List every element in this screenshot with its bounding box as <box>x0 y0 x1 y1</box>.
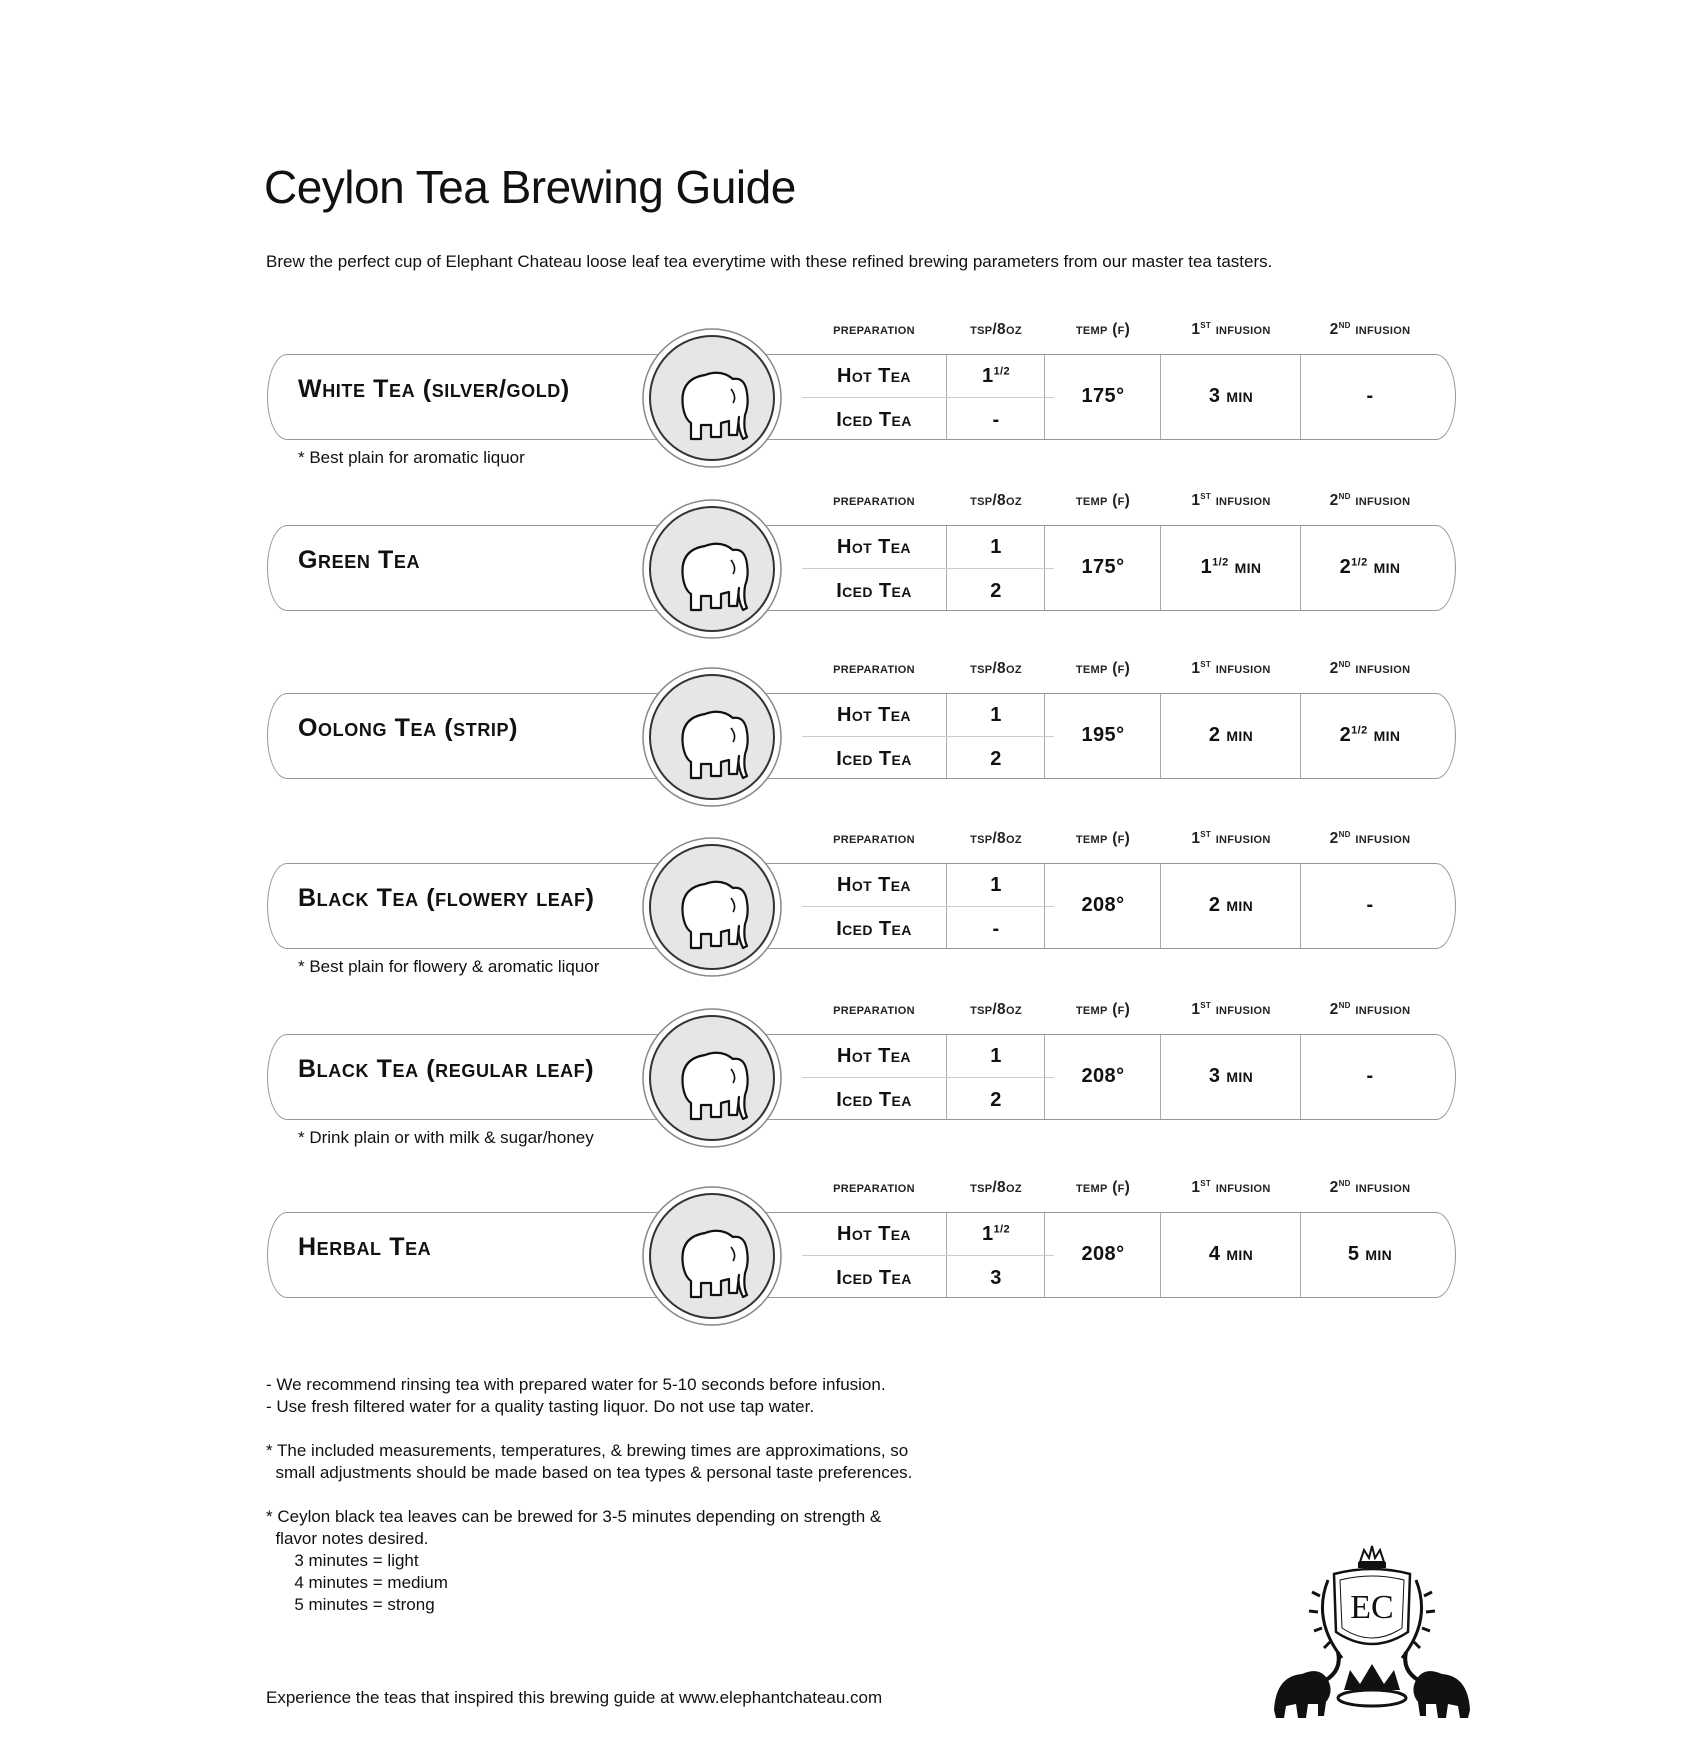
inf2-ordinal: nd <box>1338 318 1351 331</box>
header-temp: temp (f) <box>1075 830 1131 847</box>
tea-name: Black Tea (regular leaf) <box>298 1055 595 1083</box>
hot-tsp-value: 1 <box>990 704 1002 726</box>
inf1-time-value: 2 <box>1208 724 1221 746</box>
hot-tsp-value: 1 <box>990 874 1002 896</box>
hot-tsp-value: 1 <box>981 365 994 387</box>
inf2-unit: min <box>1373 556 1401 578</box>
iced-tsp <box>948 748 1044 771</box>
iced-tea-label: Iced Tea <box>836 409 912 431</box>
elephant-icon <box>641 498 783 640</box>
inf1-ordinal: st <box>1200 998 1212 1011</box>
inf1-unit: min <box>1226 724 1254 746</box>
header-inf1 <box>1162 998 1300 1019</box>
inf1-number: 1 <box>1191 492 1201 509</box>
elephant-icon <box>641 1007 783 1149</box>
inf1-ordinal: st <box>1200 489 1212 502</box>
hot-tea-label: Hot Tea <box>837 1045 911 1067</box>
inf1-time <box>1162 385 1300 408</box>
iced-tsp-value: - <box>992 409 1000 431</box>
tea-name: Green Tea <box>298 546 421 574</box>
temp-value: 208° <box>1081 894 1125 916</box>
hot-tsp-fraction: 1/2 <box>993 365 1011 378</box>
inf1-unit: min <box>1234 556 1262 578</box>
inf1-time <box>1162 556 1300 579</box>
header-inf2 <box>1300 318 1440 339</box>
tea-section <box>0 998 1707 1151</box>
inf1-time <box>1162 1243 1300 1266</box>
inf1-label: infusion <box>1215 321 1271 338</box>
inf2-time <box>1300 385 1440 408</box>
inf1-label: infusion <box>1215 1179 1271 1196</box>
footer-text: Experience the teas that inspired this brewing guide at www.elephantchateau.com <box>266 1688 883 1707</box>
inf1-ordinal: st <box>1200 318 1212 331</box>
inf2-time-fraction: 1/2 <box>1351 724 1368 737</box>
tea-section <box>0 318 1707 471</box>
inf1-unit: min <box>1226 1065 1254 1087</box>
footnote-line: * Ceylon black tea leaves can be brewed for 3-5 minutes depending on strength & <box>266 1507 882 1526</box>
iced-tsp-value: - <box>992 918 1000 940</box>
header-preparation: preparation <box>833 1001 915 1018</box>
elephant-icon <box>641 327 783 469</box>
header-inf1 <box>1162 827 1300 848</box>
footnote-line: 3 minutes = light <box>266 1551 419 1570</box>
footnote-line <box>266 1418 912 1440</box>
header-temp: temp (f) <box>1075 492 1131 509</box>
inf1-time-value: 4 <box>1208 1243 1221 1265</box>
inf1-ordinal: st <box>1200 1176 1212 1189</box>
inf1-unit: min <box>1226 385 1254 407</box>
footnote-line: * The included measurements, temperatures, & brewing times are approximations, so <box>266 1441 909 1460</box>
row-divider <box>802 1077 1054 1078</box>
inf2-ordinal: nd <box>1338 489 1351 502</box>
header-inf1 <box>1162 318 1300 339</box>
inf2-number: 2 <box>1329 1179 1339 1196</box>
header-inf2 <box>1300 827 1440 848</box>
footnote-line: small adjustments should be made based on tea types & personal taste preferences. <box>266 1463 913 1482</box>
elephant-icon <box>641 836 783 978</box>
tea-section <box>0 1176 1707 1329</box>
inf1-number: 1 <box>1191 1001 1201 1018</box>
tea-name: Black Tea (flowery leaf) <box>298 884 595 912</box>
header-inf2 <box>1300 998 1440 1019</box>
temp-value: 208° <box>1081 1065 1125 1087</box>
elephant-icon <box>641 1185 783 1327</box>
tea-note: * Best plain for flowery & aromatic liquor <box>298 957 600 976</box>
tea-name: White Tea (silver/gold) <box>298 375 570 403</box>
inf2-number: 2 <box>1329 660 1339 677</box>
temp-value: 208° <box>1081 1243 1125 1265</box>
inf2-label: infusion <box>1355 1179 1411 1196</box>
footnotes <box>266 1374 912 1616</box>
iced-tsp-value: 2 <box>990 1089 1002 1111</box>
column-divider <box>1160 1035 1161 1119</box>
header-inf2 <box>1300 657 1440 678</box>
header-temp: temp (f) <box>1075 660 1131 677</box>
inf2-time <box>1300 556 1440 579</box>
inf2-label: infusion <box>1355 321 1411 338</box>
inf1-ordinal: st <box>1200 827 1212 840</box>
inf2-time-value: - <box>1366 894 1374 916</box>
iced-tsp-value: 2 <box>990 748 1002 770</box>
header-preparation: preparation <box>833 1179 915 1196</box>
iced-tea-label: Iced Tea <box>836 748 912 770</box>
iced-tsp <box>948 409 1044 432</box>
header-temp: temp (f) <box>1075 1179 1131 1196</box>
hot-tsp <box>948 874 1044 897</box>
hot-tsp <box>948 704 1044 727</box>
header-preparation: preparation <box>833 321 915 338</box>
inf2-ordinal: nd <box>1338 657 1351 670</box>
header-inf1 <box>1162 489 1300 510</box>
hot-tsp-value: 1 <box>990 536 1002 558</box>
hot-tsp <box>948 1045 1044 1068</box>
header-inf2 <box>1300 489 1440 510</box>
column-divider <box>1160 355 1161 439</box>
inf1-number: 1 <box>1191 660 1201 677</box>
header-inf2 <box>1300 1176 1440 1197</box>
inf2-ordinal: nd <box>1338 998 1351 1011</box>
inf2-number: 2 <box>1329 492 1339 509</box>
inf1-unit: min <box>1226 1243 1254 1265</box>
hot-tea-label: Hot Tea <box>837 874 911 896</box>
inf1-time <box>1162 724 1300 747</box>
header-preparation: preparation <box>833 492 915 509</box>
footnote-line: - Use fresh filtered water for a quality tasting liquor. Do not use tap water. <box>266 1397 815 1416</box>
footnote-line: 5 minutes = strong <box>266 1595 435 1614</box>
iced-tea-label: Iced Tea <box>836 580 912 602</box>
tea-section <box>0 657 1707 810</box>
iced-tsp <box>948 580 1044 603</box>
inf1-ordinal: st <box>1200 657 1212 670</box>
inf2-unit: min <box>1365 1243 1393 1265</box>
inf1-time-fraction: 1/2 <box>1212 556 1229 569</box>
inf2-time <box>1300 894 1440 917</box>
inf2-time-value: 2 <box>1339 556 1352 578</box>
iced-tsp <box>948 1089 1044 1112</box>
inf2-time <box>1300 1065 1440 1088</box>
iced-tsp-value: 3 <box>990 1267 1002 1289</box>
page-title: Ceylon Tea Brewing Guide <box>264 161 796 213</box>
iced-tea-label: Iced Tea <box>836 918 912 940</box>
iced-tsp <box>948 918 1044 941</box>
header-tsp: tsp/8oz <box>970 1001 1022 1018</box>
inf1-number: 1 <box>1191 1179 1201 1196</box>
hot-tea-label: Hot Tea <box>837 536 911 558</box>
header-preparation: preparation <box>833 830 915 847</box>
row-divider <box>802 568 1054 569</box>
header-inf1 <box>1162 1176 1300 1197</box>
column-divider <box>1160 526 1161 610</box>
inf2-time-fraction: 1/2 <box>1351 556 1368 569</box>
iced-tea-label: Iced Tea <box>836 1089 912 1111</box>
inf2-time <box>1300 1243 1440 1266</box>
inf1-time-value: 2 <box>1208 894 1221 916</box>
footnote-line: flavor notes desired. <box>266 1529 429 1548</box>
iced-tea-label: Iced Tea <box>836 1267 912 1289</box>
temp-value: 175° <box>1081 385 1125 407</box>
inf1-label: infusion <box>1215 492 1271 509</box>
inf2-label: infusion <box>1355 492 1411 509</box>
tea-section <box>0 489 1707 642</box>
inf2-time <box>1300 724 1440 747</box>
temp-value: 175° <box>1081 556 1125 578</box>
row-divider <box>802 736 1054 737</box>
intro-text: Brew the perfect cup of Elephant Chateau loose leaf tea everytime with these refined brewing parameters from our master tea tasters. <box>266 252 1273 271</box>
column-divider <box>1160 694 1161 778</box>
inf2-ordinal: nd <box>1338 827 1351 840</box>
inf1-number: 1 <box>1191 321 1201 338</box>
tea-name: Herbal Tea <box>298 1233 432 1261</box>
header-tsp: tsp/8oz <box>970 492 1022 509</box>
hot-tsp-value: 1 <box>981 1223 994 1245</box>
hot-tea-label: Hot Tea <box>837 365 911 387</box>
temp-value: 195° <box>1081 724 1125 746</box>
row-divider <box>802 1255 1054 1256</box>
hot-tea-label: Hot Tea <box>837 1223 911 1245</box>
hot-tsp-value: 1 <box>990 1045 1002 1067</box>
inf2-time-value: 5 <box>1347 1243 1360 1265</box>
elephant-chateau-crest-logo <box>1272 1540 1472 1724</box>
header-inf1 <box>1162 657 1300 678</box>
inf2-time-value: 2 <box>1339 724 1352 746</box>
inf1-label: infusion <box>1215 660 1271 677</box>
inf1-number: 1 <box>1191 830 1201 847</box>
crest-monogram: EC <box>1350 1589 1394 1626</box>
header-temp: temp (f) <box>1075 1001 1131 1018</box>
hot-tea-label: Hot Tea <box>837 704 911 726</box>
footnote-line: 4 minutes = medium <box>266 1573 448 1592</box>
tea-note: * Best plain for aromatic liquor <box>298 448 525 467</box>
header-preparation: preparation <box>833 660 915 677</box>
header-tsp: tsp/8oz <box>970 660 1022 677</box>
row-divider <box>802 906 1054 907</box>
inf2-label: infusion <box>1355 1001 1411 1018</box>
inf2-ordinal: nd <box>1338 1176 1351 1189</box>
inf1-label: infusion <box>1215 1001 1271 1018</box>
inf2-time-value: - <box>1366 1065 1374 1087</box>
inf1-time-value: 1 <box>1200 556 1213 578</box>
inf1-time <box>1162 1065 1300 1088</box>
header-tsp: tsp/8oz <box>970 830 1022 847</box>
inf1-unit: min <box>1226 894 1254 916</box>
header-temp: temp (f) <box>1075 321 1131 338</box>
header-tsp: tsp/8oz <box>970 321 1022 338</box>
inf2-time-value: - <box>1366 385 1374 407</box>
iced-tsp <box>948 1267 1044 1290</box>
inf1-time-value: 3 <box>1208 1065 1221 1087</box>
hot-tsp <box>948 536 1044 559</box>
tea-name: Oolong Tea (strip) <box>298 714 519 742</box>
hot-tsp <box>948 1223 1044 1246</box>
inf1-time-value: 3 <box>1208 385 1221 407</box>
footnote-line <box>266 1484 912 1506</box>
inf2-number: 2 <box>1329 830 1339 847</box>
iced-tsp-value: 2 <box>990 580 1002 602</box>
inf2-label: infusion <box>1355 830 1411 847</box>
inf2-label: infusion <box>1355 660 1411 677</box>
row-divider <box>802 397 1054 398</box>
inf1-time <box>1162 894 1300 917</box>
footnote-line: - We recommend rinsing tea with prepared water for 5-10 seconds before infusion. <box>266 1375 886 1394</box>
elephant-icon <box>641 666 783 808</box>
inf2-number: 2 <box>1329 321 1339 338</box>
tea-section <box>0 827 1707 980</box>
header-tsp: tsp/8oz <box>970 1179 1022 1196</box>
tea-note: * Drink plain or with milk & sugar/honey <box>298 1128 594 1147</box>
hot-tsp <box>948 365 1044 388</box>
hot-tsp-fraction: 1/2 <box>993 1223 1011 1236</box>
inf2-unit: min <box>1373 724 1401 746</box>
inf1-label: infusion <box>1215 830 1271 847</box>
inf2-number: 2 <box>1329 1001 1339 1018</box>
column-divider <box>1160 864 1161 948</box>
column-divider <box>1160 1213 1161 1297</box>
